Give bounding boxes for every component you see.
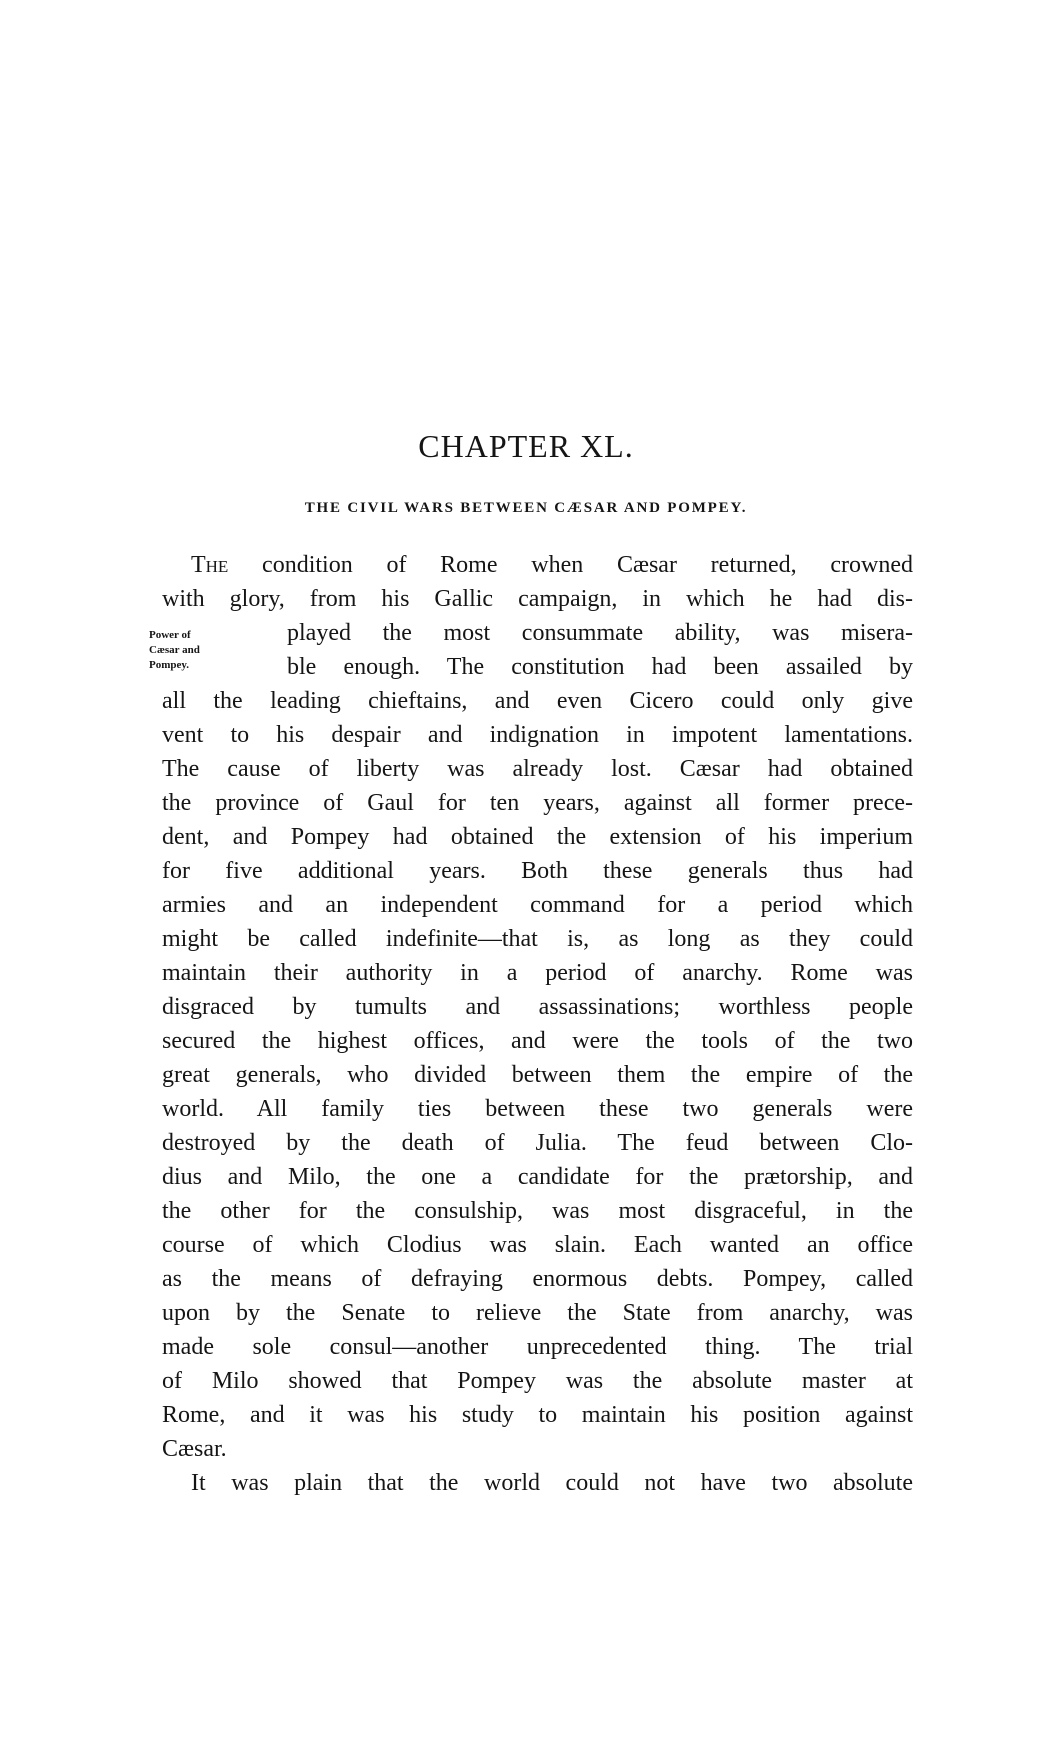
margin-note-line: Cæsar and — [149, 644, 200, 656]
text-line: upon by the Senate to relieve the State from anarchy, was — [162, 1300, 913, 1326]
text-line: might be called indefinite—that is, as long as they could — [162, 926, 913, 952]
text-line: secured the highest offices, and were the tools of the two — [162, 1028, 913, 1054]
text-line: Cæsar. — [162, 1436, 227, 1462]
text-line: Rome, and it was his study to maintain his position against — [162, 1402, 913, 1428]
text-line: world. All family ties between these two generals were — [162, 1096, 913, 1122]
text-line: as the means of defraying enormous debts. Pompey, called — [162, 1266, 913, 1292]
text-line: maintain their authority in a period of anarchy. Rome was — [162, 960, 913, 986]
chapter-title: CHAPTER XL. — [418, 428, 634, 464]
text-line: with glory, from his Gallic campaign, in which he had dis- — [162, 586, 913, 612]
text-line: destroyed by the death of Julia. The feud between Clo- — [162, 1130, 913, 1156]
text-line: ble enough. The constitution had been assailed by — [287, 654, 913, 680]
text-line: It was plain that the world could not have two absolute — [191, 1470, 913, 1496]
margin-note-line: Power of — [149, 629, 191, 641]
text-line: great generals, who divided between them the empire of the — [162, 1062, 913, 1088]
text-line: the other for the consulship, was most disgraceful, in the — [162, 1198, 913, 1224]
text-line: disgraced by tumults and assassinations; worthless people — [162, 994, 913, 1020]
text-line: of Milo showed that Pompey was the absolute master at — [162, 1368, 913, 1394]
text-line: all the leading chieftains, and even Cicero could only give — [162, 688, 913, 714]
text-line: the province of Gaul for ten years, against all former prece- — [162, 790, 913, 816]
text-line: dius and Milo, the one a candidate for the prætorship, and — [162, 1164, 913, 1190]
text-line — [191, 548, 913, 582]
text-line: played the most consummate ability, was misera- — [287, 620, 913, 646]
text-line: armies and an independent command for a period which — [162, 892, 913, 918]
margin-note-line: Pompey. — [149, 659, 190, 671]
text-line: for five additional years. Both these generals thus had — [162, 858, 913, 884]
margin-note — [149, 628, 259, 673]
text-line: made sole consul—another unprecedented thing. The trial — [162, 1334, 913, 1360]
text-line: course of which Clodius was slain. Each wanted an office — [162, 1232, 913, 1258]
text-line: The cause of liberty was already lost. Cæsar had obtained — [162, 756, 913, 782]
text-line: dent, and Pompey had obtained the extension of his imperium — [162, 824, 913, 850]
drop-word: The — [191, 552, 229, 578]
text-line-content: condition of Rome when Cæsar returned, crowned — [228, 552, 913, 578]
text-line: vent to his despair and indignation in impotent lamentations. — [162, 722, 913, 748]
chapter-subtitle: THE CIVIL WARS BETWEEN CÆSAR AND POMPEY. — [304, 500, 748, 516]
